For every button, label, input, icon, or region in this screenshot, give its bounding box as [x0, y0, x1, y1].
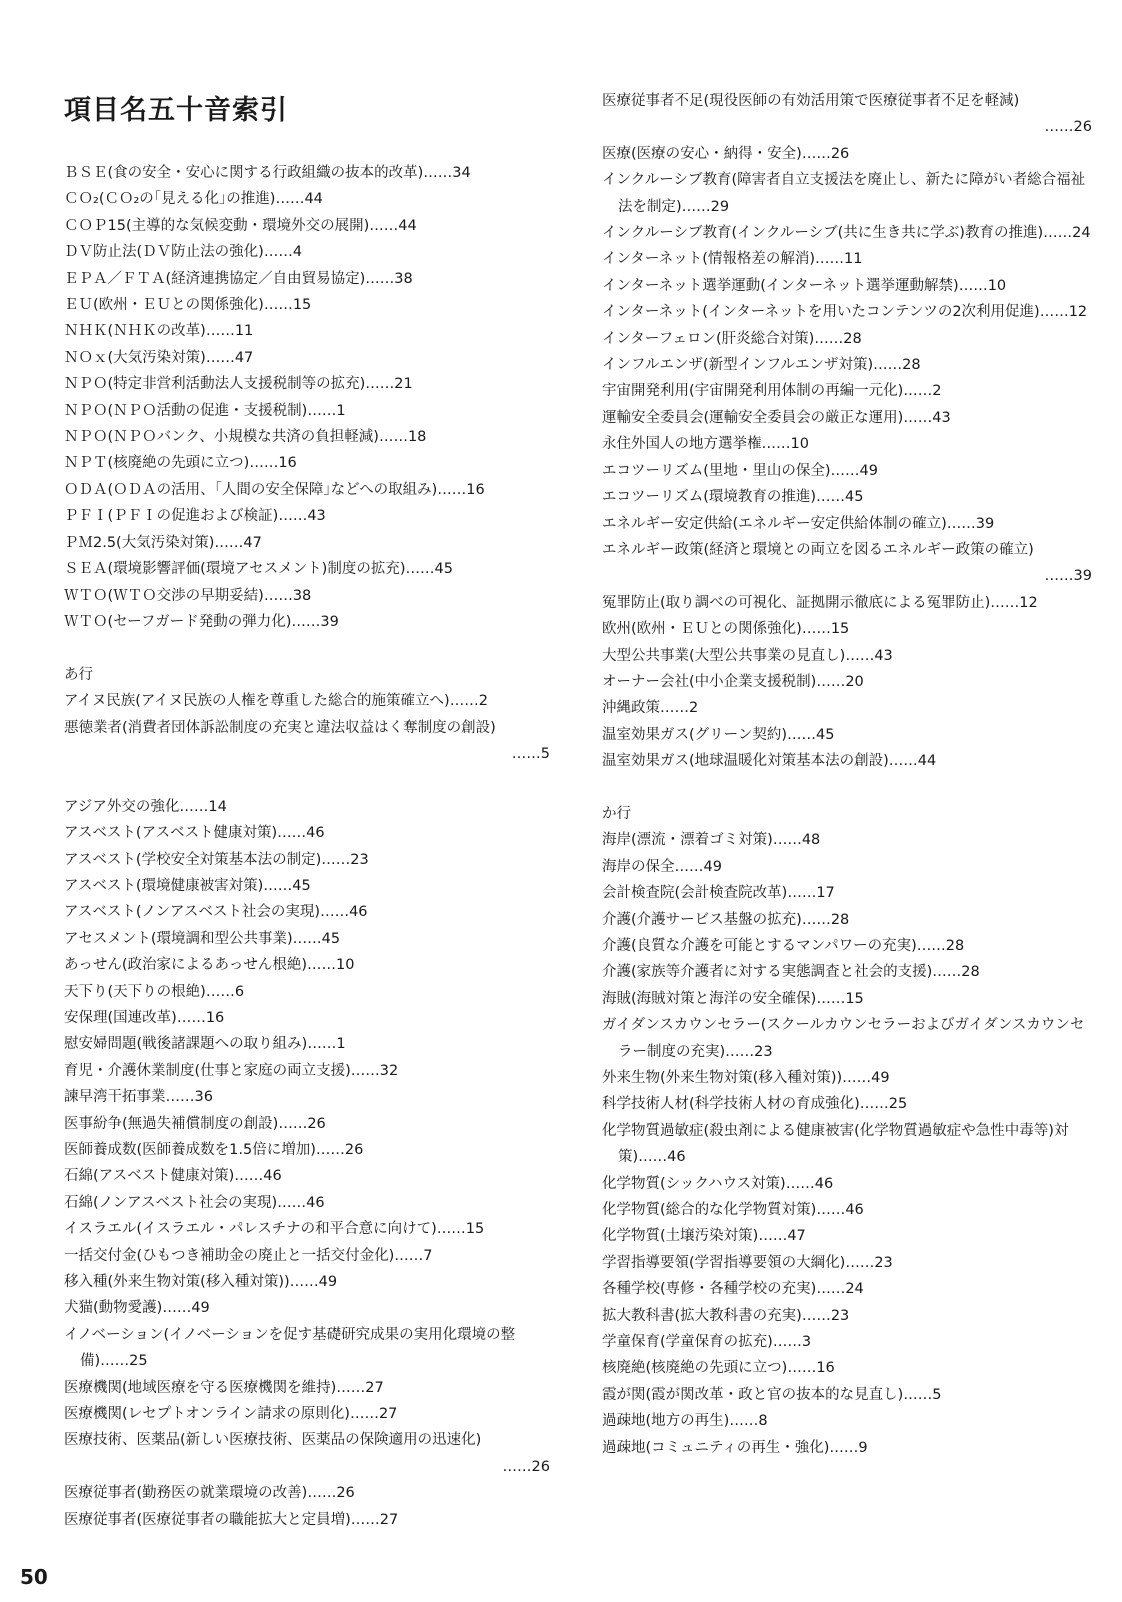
index-entry: 外来生物(外来生物対策(移入種対策))……49 — [602, 1070, 890, 1087]
entry-text: 医療従事者不足(現役医師の有効活用策で医療従事者不足を軽減) — [602, 93, 1020, 109]
index-entry: イノベーション(イノベーションを促す基礎研究成果の実用化環境の整備)……25 — [64, 1326, 516, 1370]
index-entry: アスベスト(アスベスト健康対策)……46 — [64, 825, 325, 842]
index-entry: エコツーリズム(環境教育の推進)……45 — [602, 489, 864, 506]
alpha-section — [64, 160, 550, 635]
index-entry: 化学物質(土壌汚染対策)……47 — [602, 1228, 806, 1245]
index-entry: 介護(良質な介護を可能とするマンパワーの充実)……28 — [602, 937, 965, 954]
index-entry: 霞が関(霞が関改革・政と官の抜本的な見直し)……5 — [602, 1386, 942, 1403]
index-entry: ＮＰＯ(ＮＰＯ活動の促進・支援税制)……1 — [64, 402, 346, 419]
index-entry: 学習指導要領(学習指導要領の大綱化)……23 — [602, 1254, 893, 1271]
index-entry: 諫早湾干拓事業……36 — [64, 1089, 213, 1106]
index-entry: 犬猫(動物愛護)……49 — [64, 1300, 210, 1317]
index-entry: あっせん(政治家によるあっせん根絶)……10 — [64, 957, 355, 974]
page-number: 50 — [20, 1565, 48, 1589]
index-entry: 運輸安全委員会(運輸安全委員会の厳正な運用)……43 — [602, 409, 951, 426]
index-entry: アジア外交の強化……14 — [64, 798, 227, 815]
index-entry: ＥＵ(欧州・ＥＵとの関係強化)……15 — [64, 297, 312, 314]
index-entry: 温室効果ガス(グリーン契約)……45 — [602, 726, 835, 743]
index-entry: 医事紛争(無過失補償制度の創設)……26 — [64, 1115, 326, 1132]
index-entry: インターフェロン(肝炎総合対策)……28 — [602, 330, 862, 347]
entry-text: エネルギー政策(経済と環境との両立を図るエネルギー政策の確立) — [602, 541, 1034, 558]
index-entry: ＤＶ防止法(ＤＶ防止法の強化)……4 — [64, 244, 303, 261]
index-entry: 科学技術人材(科学技術人材の育成強化)……25 — [602, 1096, 908, 1113]
index-entry: 介護(家族等介護者に対する実態調査と社会的支援)……28 — [602, 964, 980, 981]
index-entry: ＰＦＩ(ＰＦＩの促進および検証)……43 — [64, 508, 326, 525]
index-entry: 過疎地(地方の再生)……8 — [602, 1413, 768, 1430]
index-entry: 一括交付金(ひもつき補助金の廃止と一括交付金化)……7 — [64, 1247, 433, 1264]
index-entry: 医療従事者(医療従事者の職能拡大と定員増)……27 — [64, 1511, 399, 1528]
index-entry: ＥＰＡ／ＦＴＡ(経済連携協定／自由貿易協定)……38 — [64, 270, 413, 287]
index-entry: ガイダンスカウンセラー(スクールカウンセラーおよびガイダンスカウンセラー制度の充実)……23 — [602, 1017, 1085, 1060]
index-entry: 安保理(国連改革)……16 — [64, 1009, 225, 1026]
index-entry: アスベスト(学校安全対策基本法の制定)……23 — [64, 851, 369, 868]
index-entry: インクルーシブ教育(障害者自立支援法を廃止し、新たに障がい者総合福祉法を制定)……29 — [602, 172, 1086, 215]
index-column-right — [602, 88, 1092, 1461]
index-entry-long — [602, 537, 1092, 590]
index-entry-long — [602, 88, 1092, 141]
index-entry: 医療機関(レセプトオンライン請求の原則化)……27 — [64, 1406, 398, 1423]
entry-page: ……39 — [1044, 568, 1092, 585]
index-entry: 化学物質(シックハウス対策)……46 — [602, 1175, 834, 1192]
index-entry: 医療従事者(勤務医の就業環境の改善)……26 — [64, 1485, 355, 1502]
index-entry: 海岸(漂流・漂着ゴミ対策)……48 — [602, 832, 821, 849]
index-entry: 温室効果ガス(地球温暖化対策基本法の創設)……44 — [602, 753, 937, 770]
index-entry: ＮＨＫ(ＮＨＫの改革)……11 — [64, 323, 254, 340]
index-entry: インターネット(情報格差の解消)……11 — [602, 251, 863, 268]
entry-page: ……26 — [502, 1458, 550, 1475]
index-entry: ＮＰＴ(核廃絶の先頭に立つ)……16 — [64, 455, 297, 472]
index-entry: イスラエル(イスラエル・パレスチナの和平合意に向けて)……15 — [64, 1221, 485, 1238]
entry-page: ……26 — [1044, 119, 1092, 136]
index-entry: 宇宙開発利用(宇宙開発利用体制の再編一元化)……2 — [602, 383, 942, 400]
index-entry: インターネット選挙運動(インターネット選挙運動解禁)……10 — [602, 277, 1007, 294]
index-entry: 天下り(天下りの根絶)……6 — [64, 983, 245, 1000]
index-entry: 会計検査院(会計検査院改革)……17 — [602, 885, 835, 902]
section-heading-a: あ行 — [64, 666, 93, 683]
index-entry-long — [64, 715, 550, 768]
index-entry: 沖縄政策……2 — [602, 700, 699, 717]
entry-text: 医療技術、医薬品(新しい医療技術、医薬品の保険適用の迅速化) — [64, 1432, 482, 1449]
index-entry: 海賊(海賊対策と海洋の安全確保)……15 — [602, 990, 864, 1007]
index-entry: ＢＳＥ(食の安全・安心に関する行政組織の抜本的改革)……34 — [64, 165, 471, 181]
section-gap — [64, 635, 550, 661]
index-entry: インクルーシブ教育(インクルーシブ(共に生き共に学ぶ)教育の推進)……24 — [602, 225, 1091, 242]
index-entry: 医療(医療の安心・納得・安全)……26 — [602, 145, 850, 162]
index-entry: 石綿(ノンアスベスト社会の実現)……46 — [64, 1194, 325, 1211]
index-entry: 大型公共事業(大型公共事業の見直し)……43 — [602, 647, 893, 664]
index-entry: ＷＴＯ(セーフガード発動の弾力化)……39 — [64, 613, 339, 630]
index-entry: 医師養成数(医師養成数を1.5倍に増加)……26 — [64, 1142, 364, 1158]
index-entry: 各種学校(専修・各種学校の充実)……24 — [602, 1281, 864, 1298]
index-entry: ＷＴＯ(ＷＴＯ交渉の早期妥結)……38 — [64, 587, 312, 604]
index-entry: アセスメント(環境調和型公共事業)……45 — [64, 930, 341, 947]
index-entry: アスベスト(ノンアスベスト社会の実現)……46 — [64, 904, 368, 921]
index-entry: 慰安婦問題(戦後諸課題への取り組み)……1 — [64, 1036, 346, 1053]
index-entry: 医療機関(地域医療を守る医療機関を維持)……27 — [64, 1379, 384, 1396]
index-entry: 欧州(欧州・ＥＵとの関係強化)……15 — [602, 621, 850, 638]
index-entry: エコツーリズム(里地・里山の保全)……49 — [602, 462, 878, 479]
index-entry: インターネット(インターネットを用いたコンテンツの2次利用促進)……12 — [602, 304, 1088, 321]
index-entry: 介護(介護サービス基盤の拡充)……28 — [602, 911, 850, 928]
section-gap — [64, 767, 550, 793]
index-column-left — [64, 160, 550, 1533]
index-entry: オーナー会社(中小企業支援税制)……20 — [602, 673, 864, 690]
index-entry: ＣＯＰ15(主導的な気候変動・環境外交の展開)……44 — [64, 217, 417, 234]
index-entry: ＳＥＡ(環境影響評価(環境アセスメント)制度の拡充)……45 — [64, 561, 453, 578]
index-entry: ＣＯ₂(ＣＯ₂の｢見える化｣の推進)……44 — [64, 191, 323, 208]
index-entry: ＮＰＯ(特定非営利活動法人支援税制等の拡充)……21 — [64, 376, 413, 393]
index-entry: 育児・介護休業制度(仕事と家庭の両立支援)……32 — [64, 1062, 399, 1079]
index-entry: 学童保育(学童保育の拡充)……3 — [602, 1334, 812, 1351]
entry-page: ……5 — [511, 745, 550, 762]
index-entry: 拡大教科書(拡大教科書の充実)……23 — [602, 1307, 850, 1324]
entry-text: 悪徳業者(消費者団体訴訟制度の充実と違法収益はく奪制度の創設) — [64, 719, 496, 736]
index-entry: インフルエンザ(新型インフルエンザ対策)……28 — [602, 357, 921, 374]
index-entry: 永住外国人の地方選挙権……10 — [602, 436, 809, 453]
index-entry: 過疎地(コミュニティの再生・強化)……9 — [602, 1439, 868, 1456]
a-row-section — [64, 662, 550, 1533]
index-entry: 海岸の保全……49 — [602, 858, 722, 875]
page-title: 項目名五十音索引 — [64, 95, 288, 126]
section-gap — [602, 775, 1092, 801]
section-heading-ka: か行 — [602, 805, 631, 822]
index-entry: アスベスト(環境健康被害対策)……45 — [64, 877, 311, 894]
index-entry: 化学物質(総合的な化学物質対策)……46 — [602, 1202, 864, 1219]
index-entry: 冤罪防止(取り調べの可視化、証拠開示徹底による冤罪防止)……12 — [602, 594, 1038, 611]
index-entry: アイヌ民族(アイヌ民族の人権を尊重した総合的施策確立へ)……2 — [64, 693, 488, 710]
index-entry: ＰＭ2.5(大気汚染対策)……47 — [64, 534, 262, 551]
index-entry-long — [64, 1427, 550, 1480]
index-entry: ＮＯｘ(大気汚染対策)……47 — [64, 349, 254, 366]
index-entry: エネルギー安定供給(エネルギー安定供給体制の確立)……39 — [602, 515, 995, 532]
index-entry: 核廃絶(核廃絶の先頭に立つ)……16 — [602, 1360, 835, 1377]
index-entry: 移入種(外来生物対策(移入種対策))……49 — [64, 1274, 338, 1291]
index-entry: 化学物質過敏症(殺虫剤による健康被害(化学物質過敏症や急性中毒等)対策)……46 — [602, 1122, 1069, 1166]
index-entry: ＯＤＡ(ＯＤＡの活用、｢人間の安全保障｣などへの取組み)……16 — [64, 481, 485, 498]
index-entry: 石綿(アスベスト健康対策)……46 — [64, 1168, 282, 1185]
index-entry: ＮＰＯ(ＮＰＯバンク、小規模な共済の負担軽減)……18 — [64, 429, 427, 446]
